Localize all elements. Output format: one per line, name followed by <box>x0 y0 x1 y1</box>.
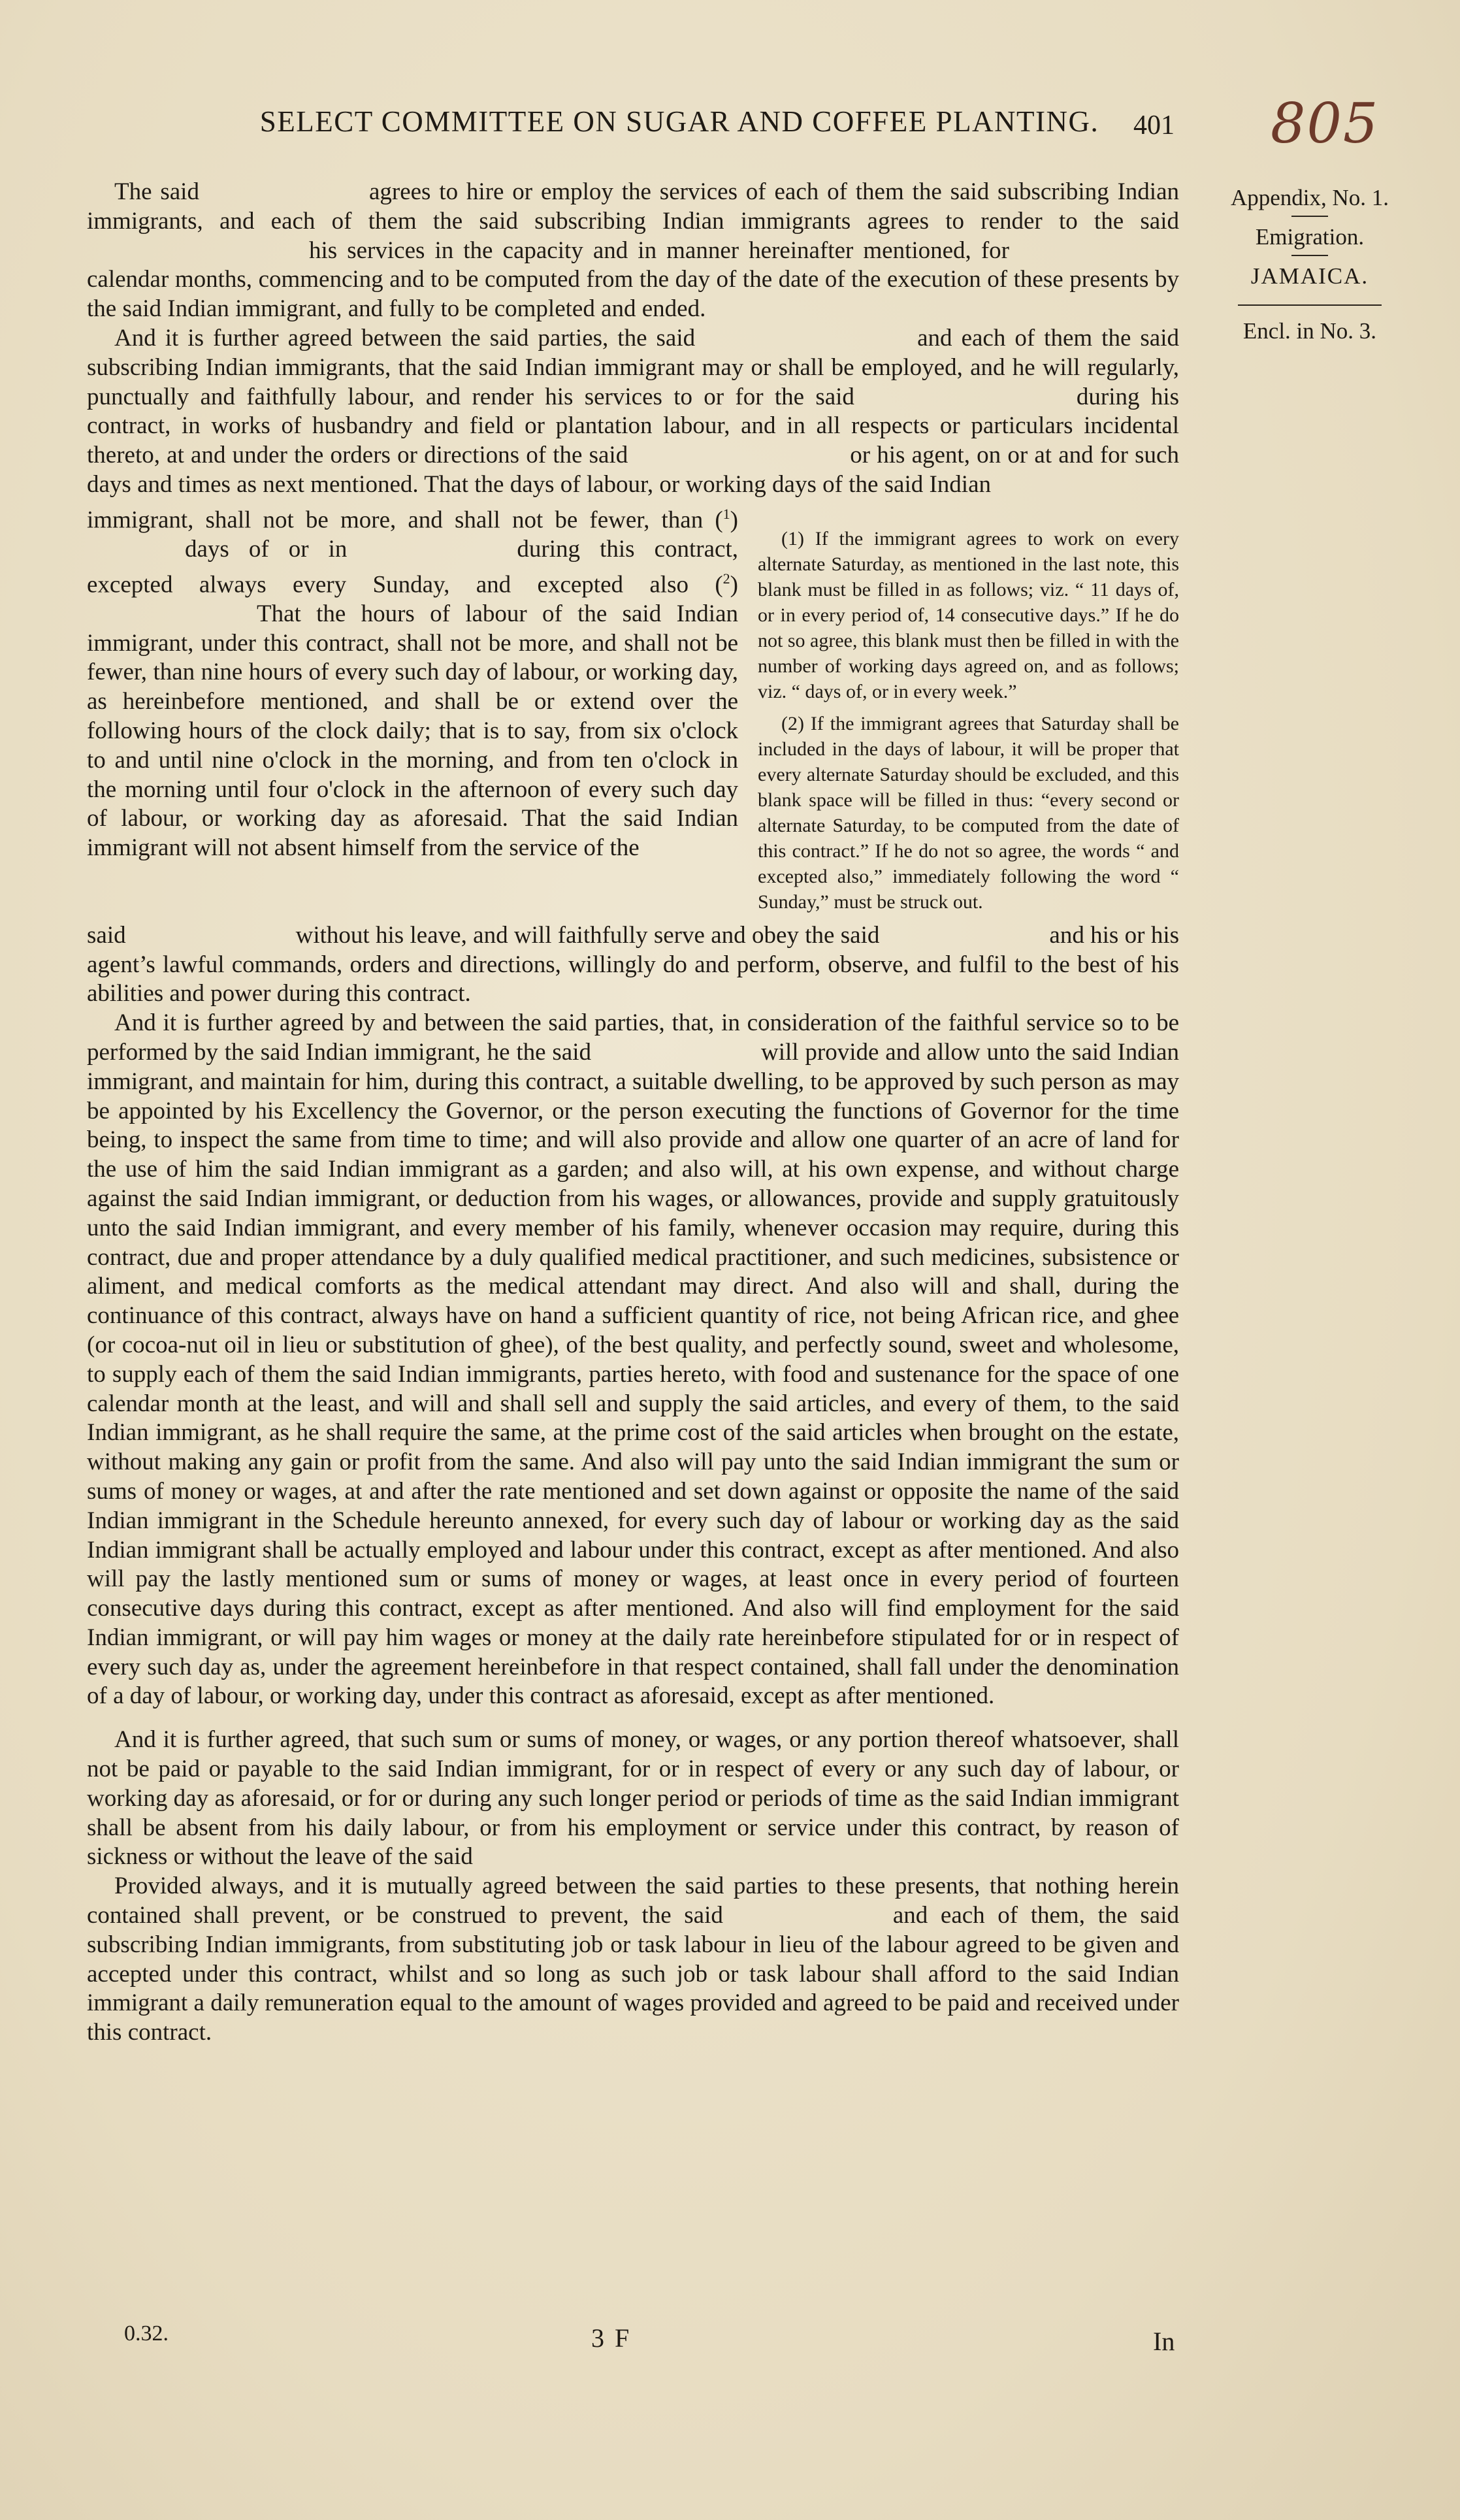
footnote-mark: 2 <box>722 570 730 587</box>
footnote-mark: 1 <box>722 505 730 522</box>
sidebar-appendix: Appendix, No. 1. <box>1230 185 1389 210</box>
paragraph-hire: The said agrees to hire or employ the services of each of them the said subscribing Indian immigrants, and each of them the said subscribing Indian immigrants agrees to render to the saidhis services in the capacity and in manner hereinafter mentioned, forcalendar months, commencing and to be computed from the day of the date of the execution of these presents by the said Indian immigrant, and fully to be completed and ended. <box>87 178 1180 323</box>
sidebar-colony: JAMAICA. <box>1250 263 1369 289</box>
paragraph-labour: And it is further agreed between the said parties, the said and each of them the said subscribing Indian immigrants, that the said Indian immigrant may or shall be employed, and he will regularly, punctually and faithfully labour, and render his services to or for the said during his contract, in works of husbandry and field or plantation labour, and in all respects or particulars incidental thereto, at and under the orders or directions of the said or his agent, on or at and for such days and times as next mentioned. That the days of labour, or working days of the said Indian <box>87 324 1179 498</box>
footnotes <box>758 526 1179 921</box>
sidebar-divider-long <box>1238 304 1382 306</box>
margin-sidebar <box>1199 182 1421 348</box>
document-reference: 0.32. <box>124 2321 169 2346</box>
paragraph-wages-withheld: And it is further agreed, that such sum or sums of money, or wages, or any portion thereof whatsoever, shall not be paid or payable to the said Indian immigrant, for or in respect of every or any such day of labour, or working day as aforesaid, or for or during any such longer period or periods of time as the said Indian immigrant shall be absent from his daily labour, or from his employment or service under this contract, by reason of sickness or without the leave of the said <box>87 1726 1179 1871</box>
running-header: SELECT COMMITTEE ON SUGAR AND COFFEE PLANTING. <box>259 105 1099 138</box>
paragraph-consideration: And it is further agreed by and between the said parties, that, in consideration of the faithful service so to be performed by the said Indian immigrant, he the said will provide and allow unto the said Indian immigrant, and maintain for him, during this contract, a suitable dwelling, to be approved by such person as may be appointed by his Excellency the Governor, or the person executing the functions of Governor for the time being, to inspect the same from time to time; and will also provide and allow one quarter of an acre of land for the use of him the said Indian immigrant as a garden; and also will, at his own expense, and without charge against the said Indian immigrant, or deduction from his wages, or allowances, provide and supply gratuitously unto the said Indian immigrant, and every member of his family, whenever occasion may require, during this contract, due and proper attendance by a duly qualified medical practitioner, and such medicines, subsistence or aliment, and medical comforts as the medical attendant may direct. And also will and shall, during the continuance of this contract, always have on hand a sufficient quantity of rice, not being African rice, and ghee (or cocoa-nut oil in lieu or substitution of ghee), of the best quality, and perfectly sound, sweet and wholesome, to supply each of them the said Indian immigrants, parties hereto, with food and sustenance for the space of one calendar month at the least, and will and shall sell and supply the said articles, and every of them, to the said Indian immigrant, as he shall require the same, at the prime cost of the said articles when brought on the estate, without making any gain or profit from the same. And also will pay unto the said Indian immigrant the sum or sums of money or wages, at and after the rate mentioned and set down against or opposite the name of the said Indian immigrant in the Schedule hereunto annexed, for every such day of labour or working day as the said Indian immigrant shall be actually employed and labour under this contract, except as after mentioned. And also will pay the lastly mentioned sum or sums of money or wages, at least once in every period of fourteen consecutive days during this contract, except as after mentioned. And also will find employment for the said Indian immigrant, or will pay him wages or money at the daily rate hereinbefore stipulated for or in respect of every such day as, under the agreement hereinbefore in that respect contained, shall fall under the denomination of a day of labour, or working day, under this contract as aforesaid, except as after mentioned. <box>87 1009 1179 1710</box>
footnote-1: (1) If the immigrant agrees to work on every alternate Saturday, as mentioned in the last note, this blank must be filled in as follows; viz. “ 11 days of, or in every period of, 14 consecutive days.” If he do not so agree, this blank must then be filled in with the number of working days agreed on, and as follows; viz. “ days of, or in every week.” <box>758 527 1179 702</box>
signature-mark: 3 F <box>591 2323 632 2353</box>
sidebar-divider <box>1291 255 1328 256</box>
paragraph-obey: said without his leave, and will faithfully serve and obey the said and his or his agent’s lawful commands, orders and directions, willingly do and perform, observe, and fulfil to the best of his abilities and power during this contract. <box>87 921 1179 1007</box>
footnote-2: (2) If the immigrant agrees that Saturday shall be included in the days of labour, it will be proper that every alternate Saturday should be excluded, and this blank space will be filled in thus: “every second or alternate Saturday, to be computed from the date of this contract.” If he do not so agree, the words “ and excepted also,” immediately following the word “ Sunday,” must be struck out. <box>758 712 1179 913</box>
paragraph-proviso: Provided always, and it is mutually agreed between the said parties to these presents, that nothing herein contained shall prevent, or be construed to prevent, the said and each of them, the said subscribing Indian immigrants, from substituting job or task labour in lieu of the labour agreed to be given and accepted under this contract, whilst and so long as such job or task labour shall afford to the said Indian immigrant a daily remuneration equal to the amount of wages provided and agreed to be paid and received under this contract. <box>87 1873 1180 2046</box>
sidebar-divider <box>1291 216 1328 217</box>
main-text <box>87 178 1179 2048</box>
labour-terms-column <box>87 500 738 863</box>
sidebar-enclosure: Encl. in No. 3. <box>1242 318 1377 344</box>
paragraph-days-hours: immigrant, shall not be more, and shall not be fewer, than ($^1$)days of or in during this contract, excepted always every Sunday, and excepted also ($^2$)That the hours of labour of the said Indian immigrant, under this contract, shall not be more, and shall not be fewer, than nine hours of every such day of labour, or working day, as hereinbefore mentioned, and shall be or extend over the following hours of the clock daily; that is to say, from six o'clock to and until nine o'clock in the morning, and from ten o'clock in the morning until four o'clock in the afternoon of every such day of labour, or working day as aforesaid. That the said Indian immigrant will not absent himself from the service of the <box>87 505 738 862</box>
catchword: In <box>1153 2327 1175 2356</box>
sidebar-section: Emigration. <box>1255 224 1365 250</box>
page-number: 401 <box>1133 110 1175 140</box>
handwritten-folio-number: 805 <box>1271 91 1380 155</box>
